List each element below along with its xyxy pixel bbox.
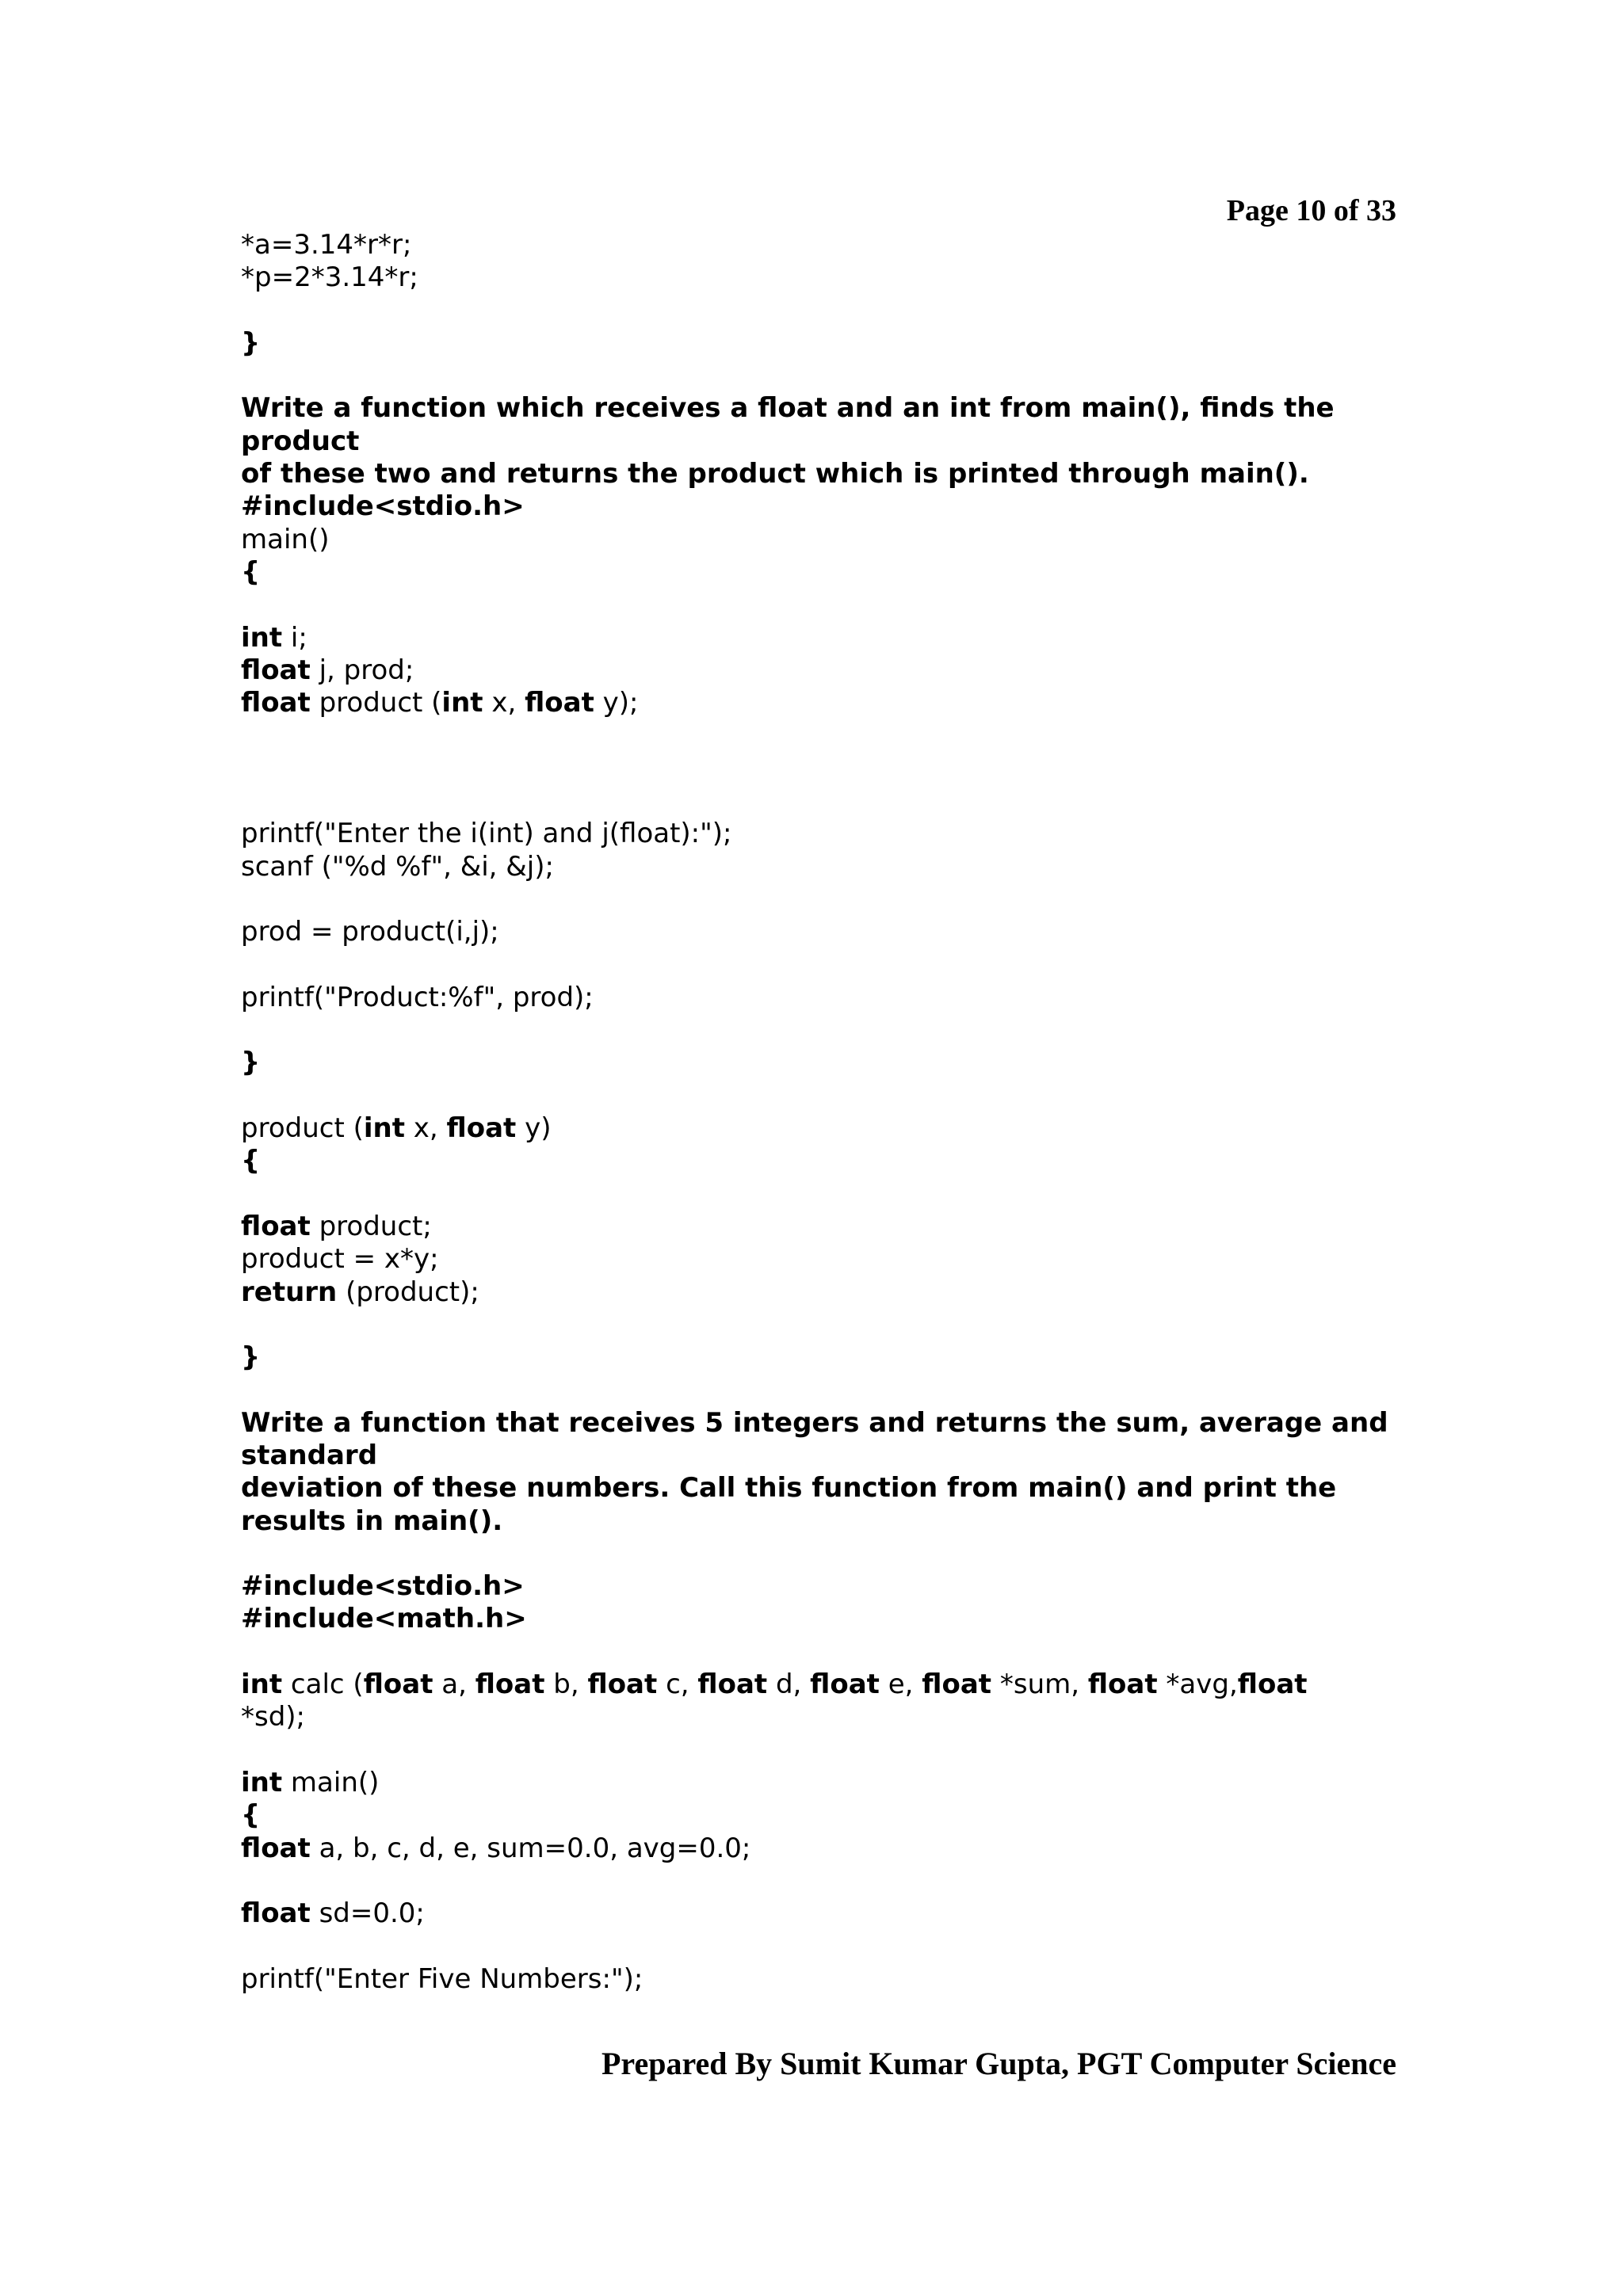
plain-text: *a=3.14*r*r; <box>241 229 412 261</box>
blank-line <box>241 1178 1406 1211</box>
text-line <box>241 1799 1406 1832</box>
bold-text: Write a function which receives a float and an int from main(), finds the <box>241 392 1335 425</box>
bold-text: } <box>241 326 261 359</box>
bold-text: float <box>697 1669 768 1701</box>
text-line <box>241 261 1406 294</box>
text-line <box>241 1701 1406 1733</box>
blank-line <box>241 753 1406 785</box>
text-line <box>241 1341 1406 1374</box>
bold-text: { <box>241 1145 261 1177</box>
blank-line <box>241 589 1406 621</box>
plain-text: main() <box>241 523 330 555</box>
bold-text: float <box>1237 1669 1308 1701</box>
plain-text: printf("Product:%f", prod); <box>241 981 594 1013</box>
text-line <box>241 1440 1406 1472</box>
bold-text: results in main(). <box>241 1505 503 1537</box>
bold-text: of these two and returns the product which is printed through main(). <box>241 458 1309 490</box>
bold-text: { <box>241 555 261 588</box>
bold-text: #include<stdio.h> <box>241 490 525 523</box>
blank-line <box>241 1080 1406 1112</box>
bold-text: float <box>241 687 311 719</box>
page-number: Page 10 of 33 <box>1226 194 1396 227</box>
bold-text: #include<math.h> <box>241 1603 527 1635</box>
bold-text: float <box>241 654 311 686</box>
text-line <box>241 851 1406 883</box>
text-line <box>241 524 1406 556</box>
text-line <box>241 687 1406 719</box>
bold-text: float <box>446 1112 517 1145</box>
plain-text: main() <box>282 1766 380 1798</box>
text-line <box>241 1963 1406 1996</box>
plain-text: *p=2*3.14*r; <box>241 261 418 294</box>
text-line <box>241 392 1406 425</box>
bold-text: float <box>241 1832 311 1864</box>
text-line <box>241 1243 1406 1276</box>
plain-text: *avg, <box>1157 1669 1238 1701</box>
blank-line <box>241 719 1406 752</box>
bold-text: } <box>241 1341 261 1374</box>
blank-line <box>241 949 1406 982</box>
text-line <box>241 916 1406 948</box>
bold-text: float <box>922 1669 992 1701</box>
plain-text: b, <box>544 1669 588 1701</box>
text-line <box>241 458 1406 490</box>
blank-line <box>241 1374 1406 1406</box>
plain-text: printf("Enter the i(int) and j(float):"); <box>241 818 732 850</box>
plain-text: printf("Enter Five Numbers:"); <box>241 1962 643 1995</box>
plain-text: a, <box>433 1669 475 1701</box>
text-line <box>241 1603 1406 1635</box>
plain-text: product ( <box>241 1112 364 1145</box>
blank-line <box>241 1865 1406 1897</box>
text-line <box>241 229 1406 261</box>
bold-text: float <box>587 1669 658 1701</box>
text-line <box>241 1897 1406 1930</box>
bold-text: deviation of these numbers. Call this function from main() and print the <box>241 1472 1337 1505</box>
bold-text: Write a function that receives 5 integers and returns the sum, average and <box>241 1406 1388 1439</box>
blank-line <box>241 360 1406 392</box>
plain-text: *sum, <box>991 1669 1088 1701</box>
plain-text: j, prod; <box>310 654 414 686</box>
text-line <box>241 1505 1406 1538</box>
text-line <box>241 1145 1406 1177</box>
blank-line <box>241 295 1406 327</box>
text-line <box>241 1833 1406 1865</box>
plain-text: product; <box>310 1210 432 1242</box>
bold-text: { <box>241 1799 261 1832</box>
text-line <box>241 490 1406 523</box>
plain-text: d, <box>767 1669 811 1701</box>
plain-text: x, <box>404 1112 447 1145</box>
bold-text: int <box>241 1766 283 1798</box>
page-footer-credit: Prepared By Sumit Kumar Gupta, PGT Computer Science <box>601 2046 1396 2081</box>
blank-line <box>241 1930 1406 1962</box>
text-line <box>241 1112 1406 1145</box>
text-line <box>241 818 1406 850</box>
plain-text: (product); <box>337 1276 479 1308</box>
plain-text: i; <box>282 621 307 654</box>
blank-line <box>241 1014 1406 1047</box>
blank-line <box>241 883 1406 916</box>
plain-text: y); <box>594 687 639 719</box>
document-body <box>241 229 1406 1996</box>
bold-text: #include<stdio.h> <box>241 1570 525 1603</box>
plain-text: a, b, c, d, e, sum=0.0, avg=0.0; <box>310 1832 751 1864</box>
plain-text: product = x*y; <box>241 1243 439 1276</box>
bold-text: int <box>363 1112 405 1145</box>
plain-text: calc ( <box>282 1669 364 1701</box>
text-line <box>241 556 1406 589</box>
plain-text: c, <box>657 1669 698 1701</box>
bold-text: float <box>363 1669 433 1701</box>
plain-text: product ( <box>310 687 442 719</box>
blank-line <box>241 785 1406 818</box>
bold-text: float <box>810 1669 880 1701</box>
bold-text: return <box>241 1276 338 1308</box>
plain-text: scanf ("%d %f", &i, &j); <box>241 850 554 883</box>
bold-text: standard <box>241 1439 378 1471</box>
text-line <box>241 982 1406 1014</box>
plain-text: e, <box>879 1669 922 1701</box>
text-line <box>241 1407 1406 1440</box>
bold-text: int <box>441 687 483 719</box>
bold-text: int <box>241 1669 283 1701</box>
bold-text: float <box>241 1210 311 1242</box>
blank-line <box>241 1309 1406 1341</box>
bold-text: float <box>525 687 594 719</box>
bold-text: int <box>241 621 283 654</box>
text-line <box>241 622 1406 654</box>
text-line <box>241 425 1406 458</box>
text-line <box>241 1211 1406 1243</box>
bold-text: float <box>475 1669 545 1701</box>
bold-text: float <box>1087 1669 1158 1701</box>
text-line <box>241 1472 1406 1505</box>
blank-line <box>241 1636 1406 1669</box>
blank-line <box>241 1734 1406 1767</box>
bold-text: product <box>241 425 360 457</box>
plain-text: *sd); <box>241 1701 306 1733</box>
plain-text: prod = product(i,j); <box>241 916 499 948</box>
text-line <box>241 327 1406 360</box>
text-line <box>241 1669 1406 1701</box>
text-line <box>241 1570 1406 1603</box>
bold-text: } <box>241 1047 261 1079</box>
blank-line <box>241 1538 1406 1570</box>
plain-text: x, <box>483 687 525 719</box>
text-line <box>241 1047 1406 1079</box>
text-line <box>241 1276 1406 1309</box>
text-line <box>241 1767 1406 1799</box>
text-line <box>241 654 1406 687</box>
bold-text: float <box>241 1897 311 1930</box>
plain-text: y) <box>516 1112 552 1145</box>
plain-text: sd=0.0; <box>310 1897 425 1930</box>
